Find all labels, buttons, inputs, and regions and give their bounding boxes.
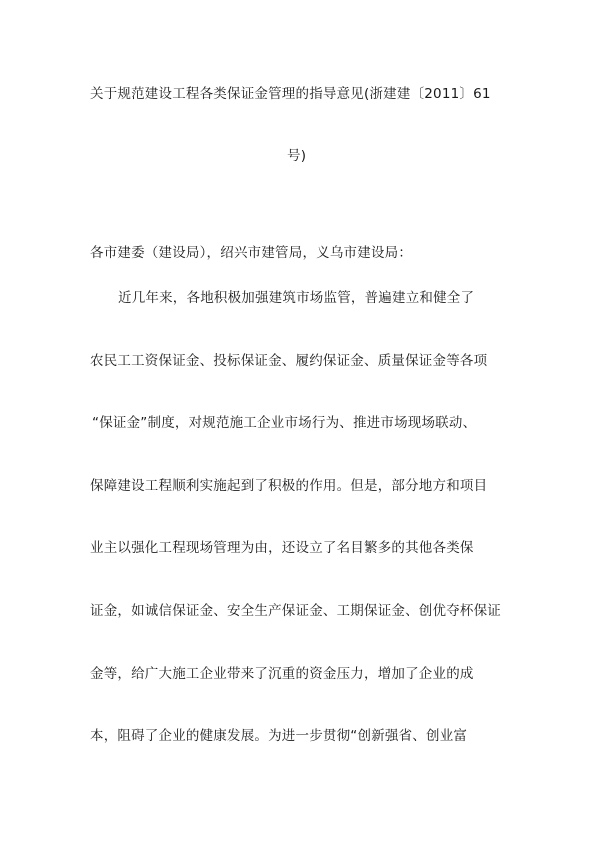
document-title-line-1: 关于规范建设工程各类保证金管理的指导意见(浙建建〔2011〕61 bbox=[90, 86, 491, 102]
body-line: 近几年来，各地积极加强建筑市场监管，普遍建立和健全了 bbox=[118, 290, 475, 306]
body-line: 业主以强化工程现场管理为由，还设立了名目繁多的其他各类保 bbox=[90, 540, 474, 556]
body-line: “保证金”制度，对规范施工企业市场行为、推进市场现场联动、 bbox=[92, 415, 477, 431]
body-line: 农民工工资保证金、投标保证金、履约保证金、质量保证金等各项 bbox=[90, 353, 488, 369]
body-line: 保障建设工程顺利实施起到了积极的作用。但是，部分地方和项目 bbox=[90, 478, 488, 494]
salutation: 各市建委（建设局），绍兴市建管局，义乌市建设局： bbox=[90, 245, 413, 261]
body-line: 证金，如诚信保证金、安全生产保证金、工期保证金、创优夺杯保证 bbox=[90, 603, 501, 619]
body-line: 本，阻碍了企业的健康发展。为进一步贯彻“创新强省、创业富 bbox=[90, 728, 468, 744]
document-title-line-2: 号) bbox=[287, 148, 307, 164]
body-line: 金等，给广大施工企业带来了沉重的资金压力，增加了企业的成 bbox=[90, 666, 474, 682]
